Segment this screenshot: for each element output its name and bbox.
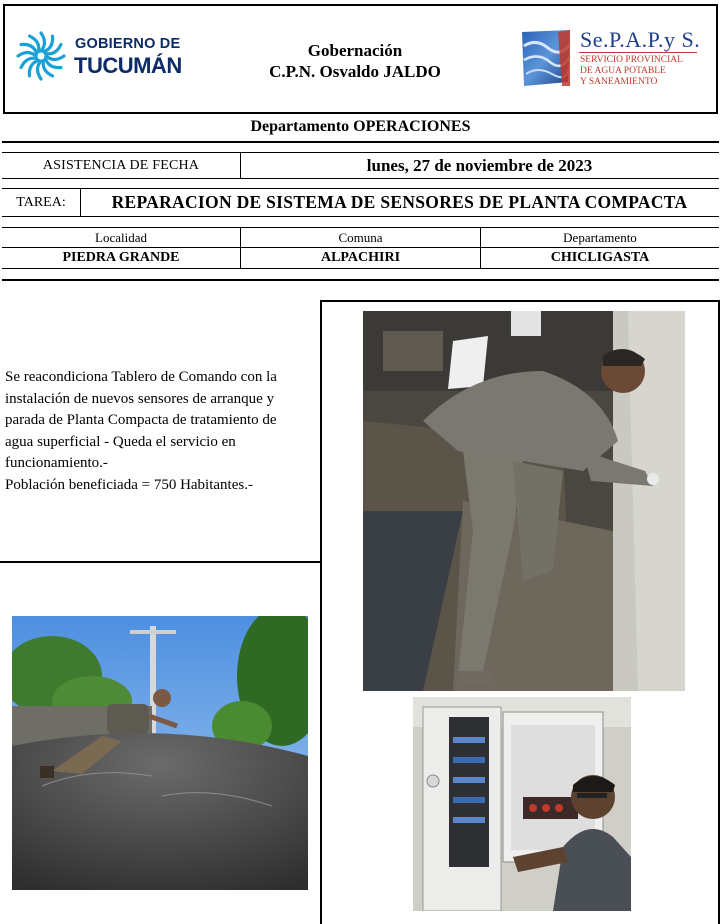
description-text (5, 367, 317, 496)
table-rule (2, 268, 719, 269)
description-line: Población beneficiada = 750 Habitantes.- (5, 476, 253, 493)
asistencia-label: ASISTENCIA DE FECHA (42, 157, 200, 173)
table-rule (2, 178, 719, 179)
description-line: parada de Planta Compacta de tratamiento de (5, 412, 277, 428)
tarea-value: REPARACION DE SISTEMA DE SENSORES DE PLANTA COMPACTA (111, 192, 688, 212)
department-title: Departamento OPERACIONES (250, 118, 471, 135)
governor-name: C.P.N. Osvaldo JALDO (269, 62, 441, 81)
sepapys-logo-icon (518, 26, 574, 90)
photo-tank-worker (12, 616, 308, 890)
sepapys-divider (579, 52, 697, 53)
sepapys-sub-line1: SERVICIO PROVINCIAL (580, 55, 683, 65)
gobernacion-title: Gobernación (307, 41, 403, 60)
photo-sensor-worker (363, 311, 685, 691)
photo-control-panel (413, 697, 631, 911)
departamento-header: Departamento (563, 229, 637, 245)
gobierno-sunburst-icon (12, 27, 70, 85)
left-panel-divider (0, 561, 320, 563)
description-line: instalación de nuevos sensores de arranque y (5, 390, 275, 407)
comuna-header: Comuna (338, 229, 383, 245)
tarea-label: TAREA: (16, 194, 66, 210)
sepapys-subtitle (580, 55, 683, 88)
description-line: agua superficial - Queda el servicio en (5, 433, 236, 450)
sepapys-sub-line3: Y SANEAMIENTO (580, 77, 658, 87)
gobierno-line1: GOBIERNO DE (75, 36, 181, 52)
description-line: funcionamiento.- (5, 455, 108, 471)
localidad-header: Localidad (95, 229, 147, 245)
gobernacion-block (230, 40, 480, 82)
departamento-value: CHICLIGASTA (550, 250, 650, 265)
gobierno-line2: TUCUMÁN (74, 53, 182, 78)
table-rule (2, 216, 719, 217)
comuna-value: ALPACHIRI (320, 250, 401, 265)
sepapys-sub-line2: DE AGUA POTABLE (580, 66, 666, 76)
description-line: Se reacondiciona Tablero de Comando con la (5, 369, 277, 385)
fecha-value: lunes, 27 de noviembre de 2023 (366, 155, 593, 175)
localidad-value: PIEDRA GRANDE (62, 250, 180, 265)
sepapys-title: Se.P.A.P.y S. (580, 27, 701, 52)
